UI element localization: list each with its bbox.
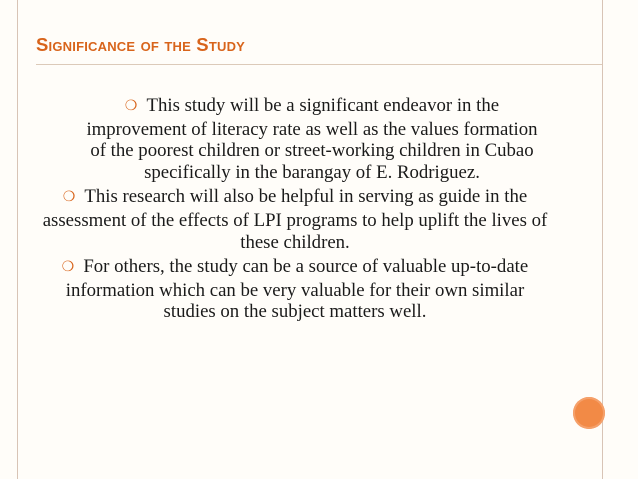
- slide-title: Significance of the Study: [36, 34, 246, 55]
- bullet-item-1: [82, 95, 542, 183]
- bullet-text-3: For others, the study can be a source of valuable up-to-date information which can be very valuable for their own similar studies on the subject matters well.: [65, 256, 529, 323]
- left-divider: [17, 0, 18, 479]
- bullet-item-3: [40, 256, 550, 323]
- bullet-text-1: This study will be a significant endeavor in the improvement of literacy rate as well as the values formation of the poorest children or street-working children in Cubao specifically in the barangay of E. Rodriguez.: [86, 95, 538, 183]
- bullet-text-2: This research will also be helpful in serving as guide in the assessment of the effects of LPI programs to help uplift the lives of these children.: [42, 186, 548, 253]
- title-underline: [36, 64, 602, 65]
- circle-bullet-icon: ❍: [124, 98, 138, 114]
- decorative-circle: [573, 397, 605, 429]
- bullet-list: [40, 95, 550, 323]
- bullet-item-2: [40, 186, 550, 253]
- circle-bullet-icon: ❍: [61, 259, 75, 276]
- circle-bullet-icon: ❍: [62, 189, 76, 206]
